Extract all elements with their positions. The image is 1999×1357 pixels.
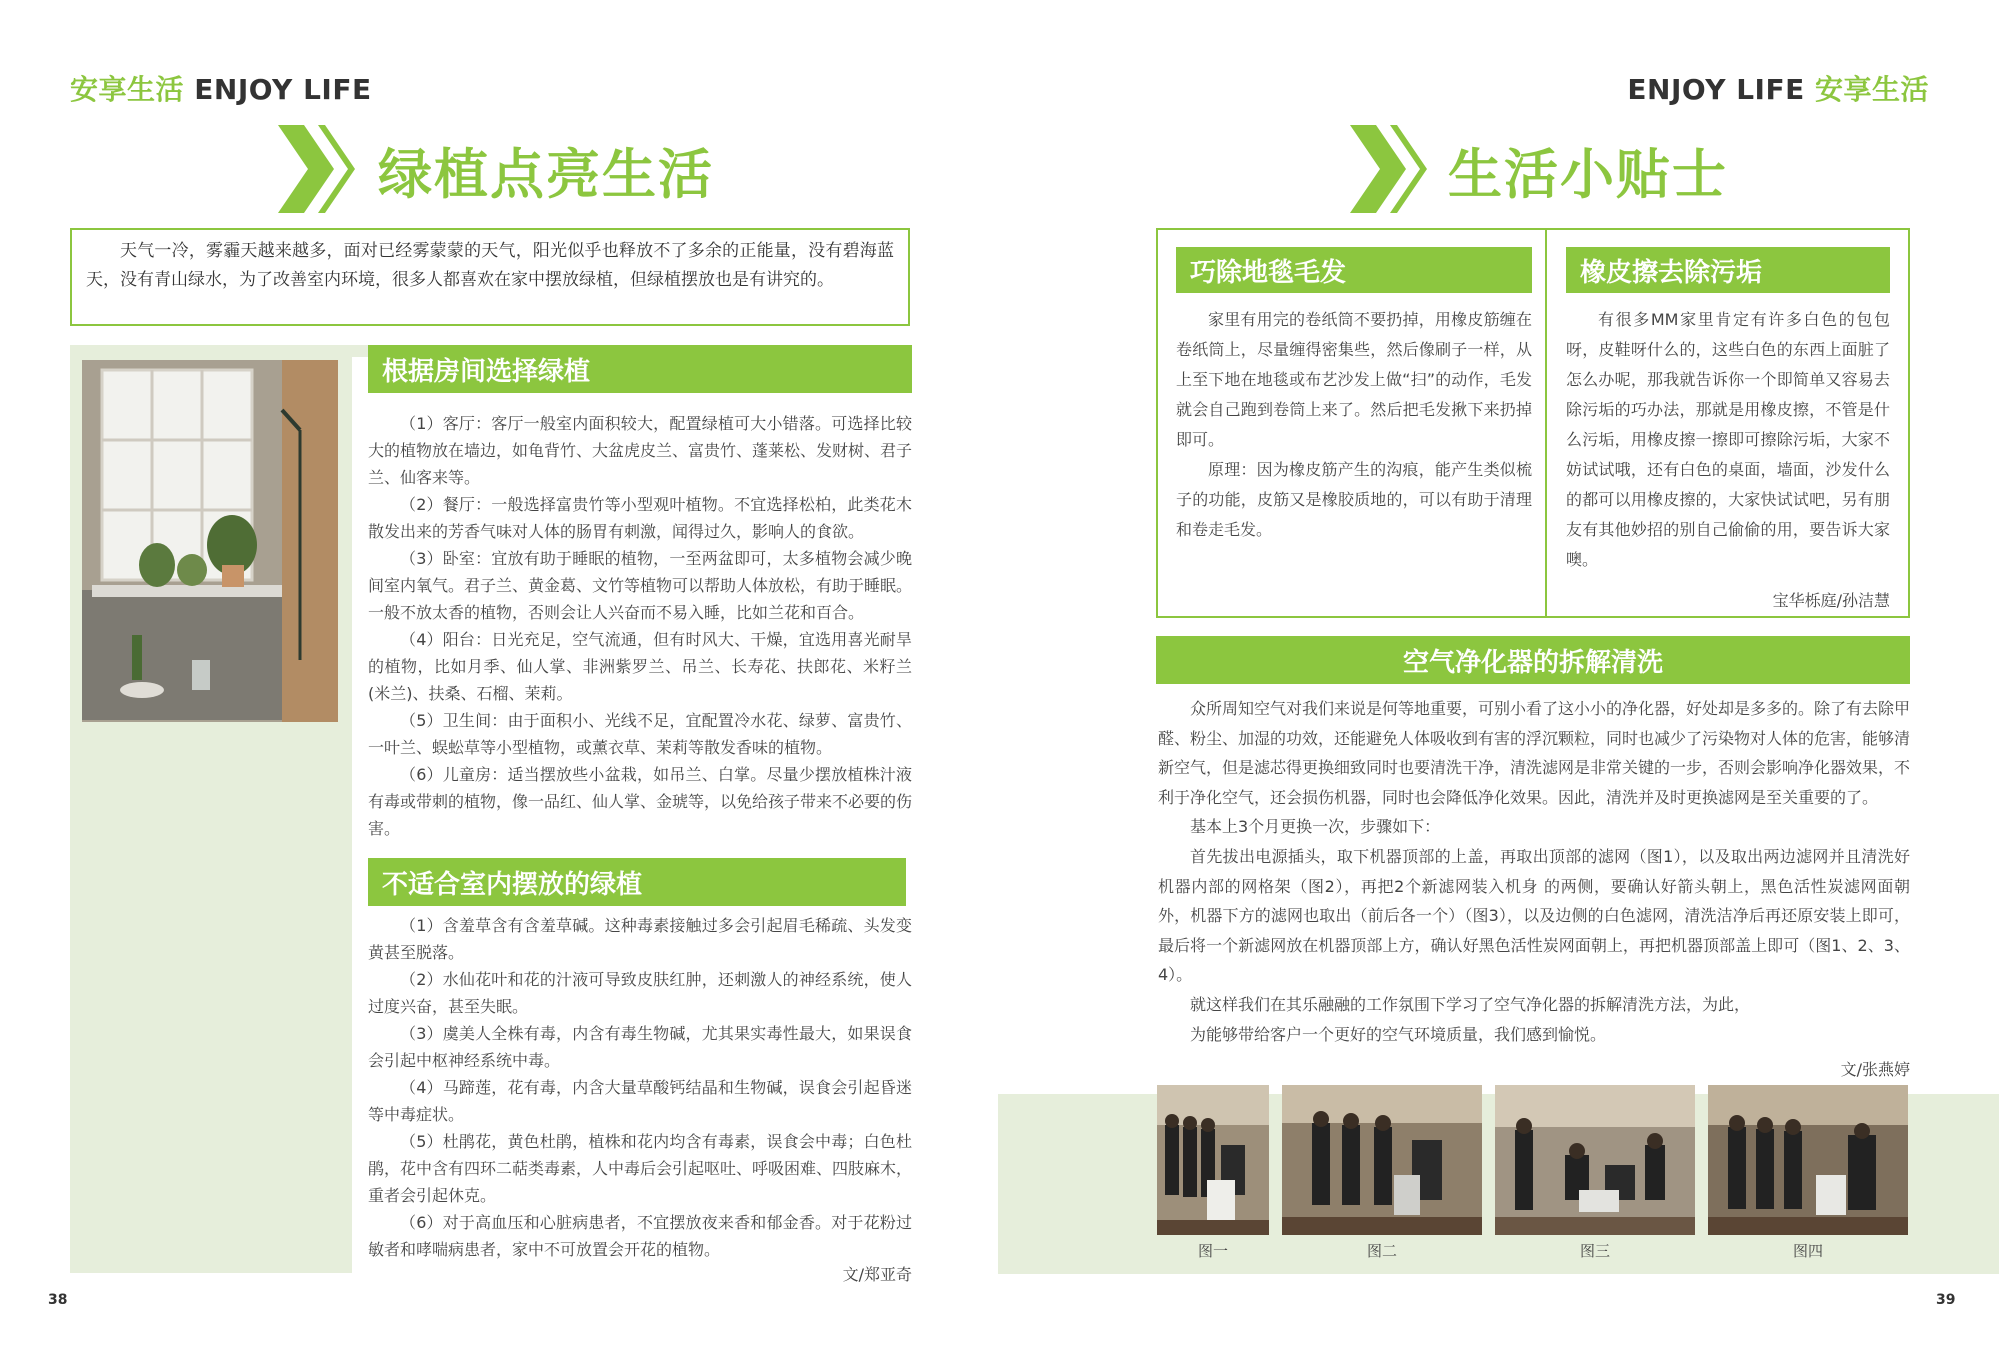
section2-para: （4）马蹄莲，花有毒，内含大量草酸钙结晶和生物碱，误食会引起昏迷等中毒症状。 [368, 1078, 912, 1124]
header-left-en: ENJOY LIFE [194, 73, 372, 106]
left-page-title: 绿植点亮生活 [378, 142, 714, 206]
cleaning-photo-3 [1495, 1085, 1695, 1235]
section1-para: （3）卧室：宜放有助于睡眠的植物，一至两盆即可，太多植物会减少晚间室内氧气。君子兰、黄金葛、文竹等植物可以帮助人体放松，有助于睡眠。一般不放太香的植物，否则会让人兴奋而不易入睡，比如兰花和百合。 [368, 549, 913, 622]
cleaning-photo-2 [1282, 1085, 1482, 1235]
chevron-arrow-icon [278, 125, 362, 213]
cleaning-photo-1 [1157, 1085, 1269, 1235]
section1-para: （5）卫生间：由于面积小、光线不足，宜配置冷水花、绿萝、富贵竹、一叶兰、蜈蚣草等小型植物，或薰衣草、茉莉等散发香味的植物。 [368, 711, 912, 757]
page-number-left: 38 [48, 1292, 68, 1308]
section3-para: 就这样我们在其乐融融的工作氛围下学习了空气净化器的拆解清洗方法，为此， [1190, 994, 1751, 1014]
section-title-unsuitable-plants: 不适合室内摆放的绿植 [368, 858, 906, 906]
tip1-para: 原理：因为橡皮筋产生的沟痕，能产生类似梳子的功能，皮筋又是橡胶质地的，可以有助于清理和卷走毛发。 [1176, 460, 1532, 539]
window-illustration [82, 360, 338, 722]
intro-box: 天气一冷，雾霾天越来越多，面对已经雾蒙蒙的天气，阳光似乎也释放不了多余的正能量，没有碧海蓝天，没有青山绿水，为了改善室内环境，很多人都喜欢在家中摆放绿植，但绿植摆放也是有讲究的。 [70, 228, 910, 326]
tip-title-carpet-hair: 巧除地毯毛发 [1176, 247, 1532, 293]
section2-para: （5）杜鹃花，黄色杜鹃，植株和花内均含有毒素，误食会中毒；白色杜鹃，花中含有四环二萜类毒素，人中毒后会引起呕吐、呼吸困难、四肢麻木，重者会引起休克。 [368, 1132, 913, 1205]
section-title-choose-plants: 根据房间选择绿植 [368, 345, 912, 393]
left-credit: 文/郑亚奇 [842, 1265, 912, 1284]
photo-caption-2: 图二 [1366, 1242, 1397, 1260]
tips-divider [1545, 228, 1547, 618]
section2-body [368, 912, 912, 1263]
section2-para: （6）对于高血压和心脏病患者，不宜摆放夜来香和郁金香。对于花粉过敏者和哮喘病患者，家中不可放置会开花的植物。 [368, 1213, 912, 1259]
section3-para: 为能够带给客户一个更好的空气环境质量，我们感到愉悦。 [1190, 1024, 1607, 1044]
window-plants-photo [82, 360, 338, 722]
photo-caption-3: 图三 [1579, 1242, 1610, 1260]
section2-para: （2）水仙花叶和花的汁液可导致皮肤红肿，还刺激人的神经系统，使人过度兴奋，甚至失眠。 [368, 970, 912, 1016]
page-number-right: 39 [1936, 1292, 1956, 1308]
tip-title-eraser: 橡皮擦去除污垢 [1566, 247, 1890, 293]
tip1-body [1176, 305, 1532, 545]
section1-para: （4）阳台：日光充足，空气流通，但有时风大、干燥，宜选用喜光耐旱的植物，比如月季、仙人掌、非洲紫罗兰、吊兰、长寿花、扶郎花、米籽兰(米兰)、扶桑、石榴、茉莉。 [368, 630, 912, 703]
tip2-credit: 宝华栎庭/孙洁慧 [1772, 591, 1890, 610]
tip1-para: 家里有用完的卷纸筒不要扔掉，用橡皮筋缠在卷纸筒上，尽量缠得密集些，然后像刷子一样，从上至下地在地毯或布艺沙发上做“扫”的动作，毛发就会自己跑到卷筒上来了。然后把毛发揪下来扔掉即可。 [1176, 310, 1532, 449]
section2-para: （1）含羞草含有含羞草碱。这种毒素接触过多会引起眉毛稀疏、头发变黄甚至脱落。 [368, 916, 912, 962]
photo-staff-illustration [1157, 1085, 1269, 1235]
section3-para: 众所周知空气对我们来说是何等地重要，可别小看了这小小的净化器，好处却是多多的。除了有去除甲醛、粉尘、加湿的功效，还能避免人体吸收到有害的浮沉颗粒，同时也减少了污染物对人体的危害，能够清新空气，但是滤芯得更换细致同时也要清洗干净，清洗滤网是非常关键的一步，否则会影响净化器效果，不利于净化空气，还会损伤机器，同时也会降低净化效果。因此，清洗并及时更换滤网是至关重要的了。 [1158, 699, 1911, 807]
section1-para: （1）客厅：客厅一般室内面积较大，配置绿植可大小错落。可选择比较大的植物放在墙边，如龟背竹、大盆虎皮兰、富贵竹、蓬莱松、发财树、君子兰、仙客来等。 [368, 414, 913, 487]
header-right [1627, 68, 1929, 108]
photo-staff-illustration [1282, 1085, 1482, 1235]
section3-body [1158, 694, 1910, 1049]
header-right-en: ENJOY LIFE [1627, 73, 1805, 106]
section1-body [368, 410, 912, 842]
tip2-body [1566, 305, 1890, 575]
section1-para: （2）餐厅：一般选择富贵竹等小型观叶植物。不宜选择松柏，此类花木散发出来的芳香气味对人体的肠胃有刺激，闻得过久，影响人的食欲。 [368, 495, 912, 541]
photo-caption-4: 图四 [1792, 1242, 1823, 1260]
right-page-title: 生活小贴士 [1448, 142, 1728, 206]
cleaning-photo-4 [1708, 1085, 1908, 1235]
section-title-purifier-cleaning: 空气净化器的拆解清洗 [1156, 636, 1910, 684]
header-left [70, 68, 372, 108]
photo-caption-1: 图一 [1197, 1242, 1228, 1260]
photo-staff-illustration [1495, 1085, 1695, 1235]
section1-para: （6）儿童房：适当摆放些小盆栽，如吊兰、白掌。尽量少摆放植株汁液有毒或带刺的植物，像一品红、仙人掌、金琥等，以免给孩子带来不必要的伤害。 [368, 765, 913, 838]
section2-para: （3）虞美人全株有毒，内含有毒生物碱，尤其果实毒性最大，如果误食会引起中枢神经系统中毒。 [368, 1024, 912, 1070]
header-right-cn: 安享生活 [1814, 73, 1929, 106]
photo-staff-illustration [1708, 1085, 1908, 1235]
section3-credit: 文/张燕婷 [1840, 1060, 1910, 1079]
section3-para: 首先拔出电源插头，取下机器顶部的上盖，再取出顶部的滤网（图1），以及取出两边滤网并且清洗好机器内部的网格架（图2），再把2个新滤网装入机身 的两侧，要确认好箭头朝上，黑色活性炭滤网面朝外，机器下方的滤网也取出（前后各一个）（图3），以及边侧的白色滤网，清洗洁净后再还原安装上即可，最后将一个新滤网放在机器顶部上方，确认好黑色活性炭网面朝上，再把机器顶部盖上即可（图1、2、3、4）。 [1158, 846, 1910, 985]
section3-para: 基本上3个月更换一次，步骤如下： [1190, 817, 1441, 837]
header-left-cn: 安享生活 [70, 73, 185, 106]
tip2-para: 有很多MM家里肯定有许多白色的包包呀，皮鞋呀什么的，这些白色的东西上面脏了怎么办呢，那我就告诉你一个即简单又容易去除污垢的巧办法，那就是用橡皮擦，不管是什么污垢，用橡皮擦一擦即可擦除污垢，大家不妨试试哦，还有白色的桌面，墙面，沙发什么的都可以用橡皮擦的，大家快试试吧，另有朋友有其他妙招的别自己偷偷的用，要告诉大家噢。 [1566, 310, 1890, 569]
chevron-arrow-icon [1350, 125, 1434, 213]
